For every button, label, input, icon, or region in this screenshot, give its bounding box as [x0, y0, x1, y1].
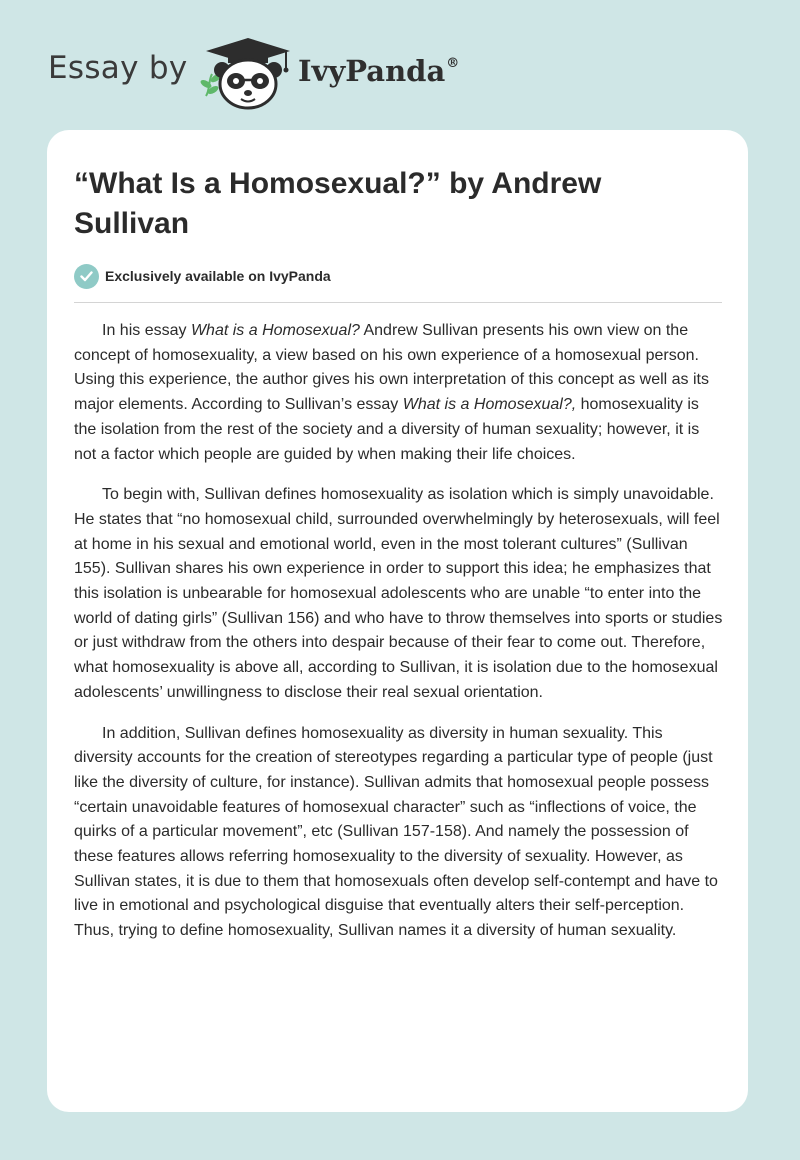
paragraph-2: To begin with, Sullivan defines homosexuality as isolation which is simply unavoidable. He states that “no homosexual child, surrounded overwhelmingly by heterosexuals, will feel at home in his sexual and emotional world, even in the most tolerant cultures” (Sullivan 155). Sullivan shares his own experience in order to support this idea; he emphasizes that this isolation is unbearable for homosexual adolescents who are unable “to enter into the world of dating girls” (Sullivan 156) and who have to throw themselves into sports or studies or just withdraw from the others into despair because of their fear to come out. Therefore, what homosexuality is above all, according to Sullivan, it is isolation due to the homosexual adolescents’ unwillingness to disclose their real sexual orientation. [74, 486, 723, 701]
panda-graduate-logo-icon[interactable] [198, 34, 298, 110]
brand-name[interactable] [298, 54, 459, 88]
paragraph-3: In addition, Sullivan defines homosexuality as diversity in human sexuality. This diversity accounts for the creation of stereotypes regarding a particular type of people (just like the diversity of culture, for instance). Sullivan admits that homosexual people possess “certain unavoidable features of homosexual character” such as “inflections of voice, the quirks of a particular movement”, etc (Sullivan 157-158). And namely the possession of these features allows referring homosexuality to the diversity of sexuality. However, as Sullivan states, it is due to them that homosexuals often develop self-contempt and have to live in emotional and psychological disguise that eventually alters their self-perception. Thus, trying to define homosexuality, Sullivan names it a diversity of human sexuality. [74, 724, 718, 940]
registered-mark: ® [446, 56, 460, 71]
paragraph-1-text-c: homosexuality is the isolation from the rest of the society and a diversity of human sexuality; however, it is not a factor which people are guided by when making their life choices. [74, 396, 700, 463]
essay-card [47, 130, 748, 1112]
essay-title: “What Is a Homosexual?” by Andrew Sullivan [74, 167, 602, 240]
essay-by-label: Essay by [48, 50, 188, 86]
essay-title-ref-2: What is a Homosexual?, [402, 396, 577, 414]
site-header [48, 34, 768, 110]
brand-text: IvyPanda [298, 54, 446, 88]
essay-title-ref: What is a Homosexual? [190, 322, 360, 339]
paragraph-1-text-b: Andrew Sullivan presents his own view on the concept of homosexuality, a view based on his own experience of a homosexual person. Using this experience, the author gives his own interpretation of this concept as well as its major elements. According to Sullivan’s essay [74, 322, 709, 414]
check-icon [74, 264, 99, 289]
exclusive-badge [74, 263, 331, 289]
essay-body [74, 319, 724, 960]
paragraph-1-text-a: In his essay [102, 322, 191, 339]
paragraph-1 [74, 319, 724, 467]
divider [74, 302, 722, 303]
exclusive-label: Exclusively available on IvyPanda [105, 268, 331, 284]
